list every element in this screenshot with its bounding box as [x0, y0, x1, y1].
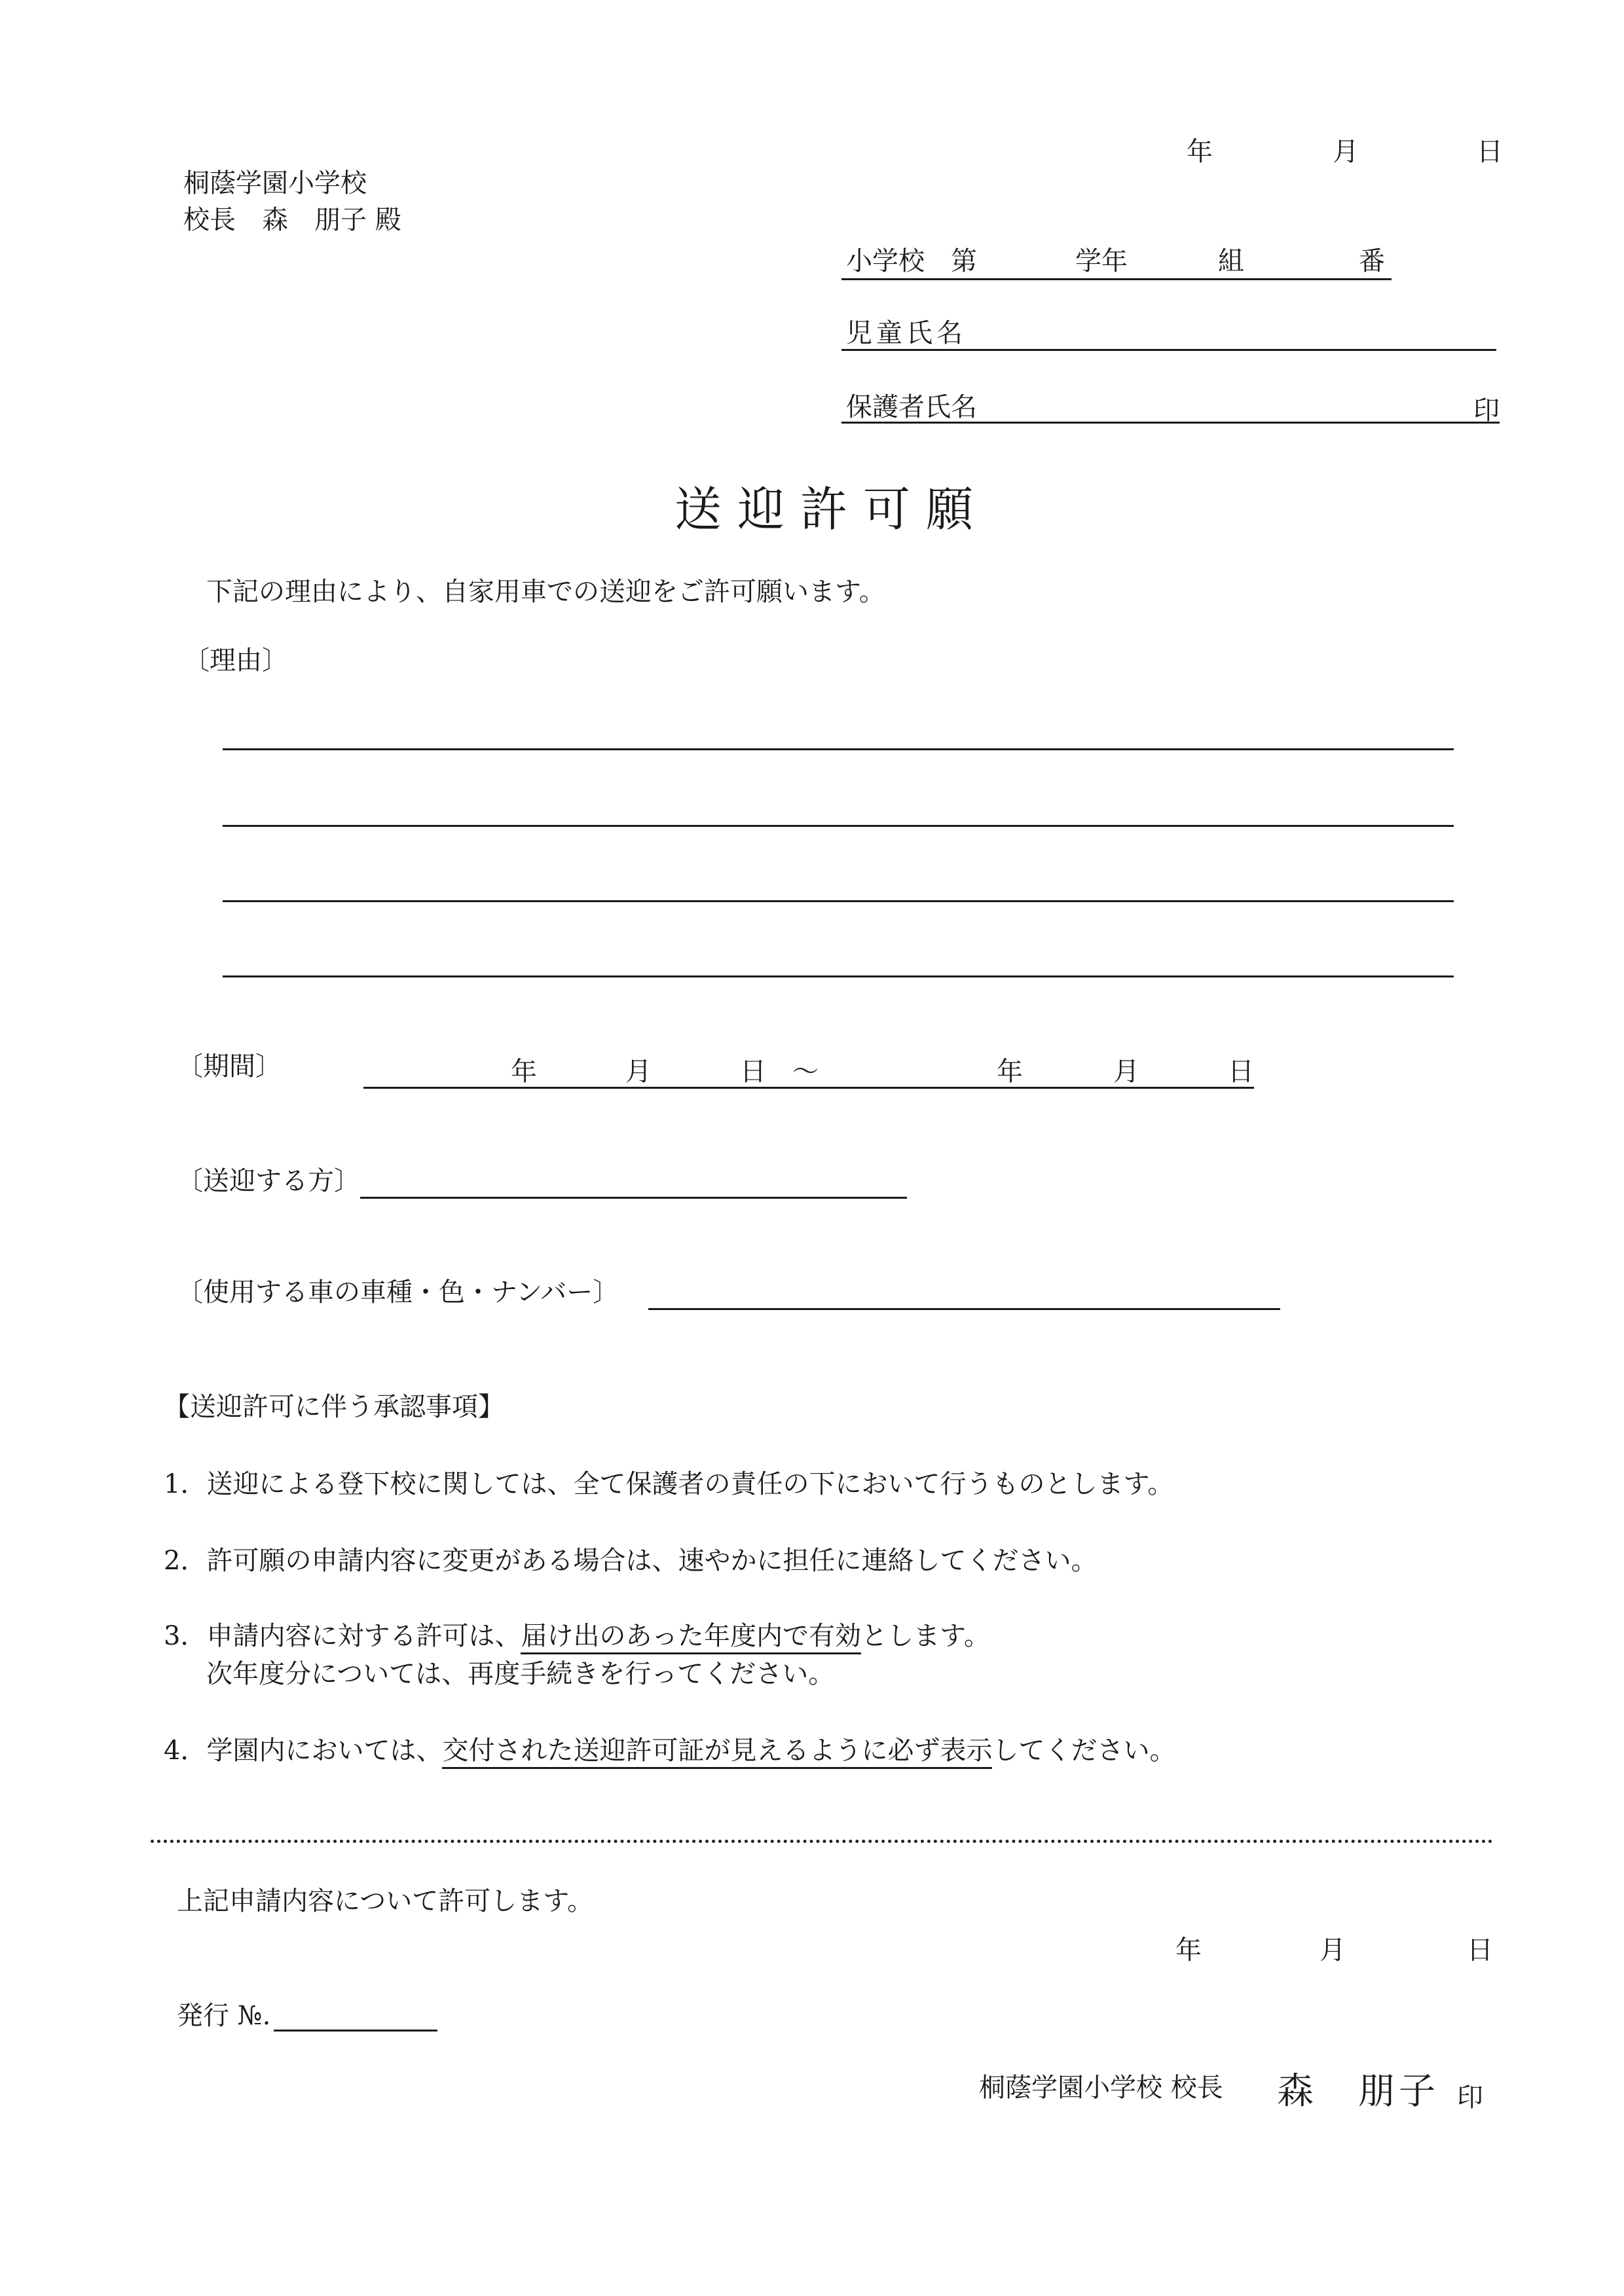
child-name-label: 児童氏名 — [846, 318, 967, 348]
period-end-month: 月 — [1113, 1057, 1139, 1087]
guardian-name-label: 保護者氏名 — [846, 392, 977, 422]
addressee-principal: 校長 森 朋子 殿 — [183, 205, 401, 235]
car-field[interactable] — [648, 1308, 1280, 1310]
issuer-name: 森 朋子 — [1277, 2070, 1439, 2113]
reason-line-4[interactable] — [223, 975, 1454, 977]
date-year-label: 年 — [1187, 137, 1213, 167]
terms-item-4 — [164, 1735, 1175, 1766]
period-end-year: 年 — [997, 1057, 1023, 1087]
car-label: 〔使用する車の車種・色・ナンバー〕 — [177, 1277, 619, 1307]
issuer-seal-mark: 印 — [1457, 2083, 1483, 2113]
guardian-seal-mark: 印 — [1473, 395, 1500, 426]
terms-item-2: 2．許可願の申請内容に変更がある場合は、速やかに担任に連絡してください。 — [164, 1546, 1098, 1576]
class-group-label: 組 — [1218, 246, 1244, 276]
terms-item-1: 1．送迎による登下校に関しては、全て保護者の責任の下において行うものとします。 — [164, 1469, 1174, 1499]
class-grade-label: 学年 — [1075, 246, 1128, 276]
reason-label: 〔理由〕 — [183, 646, 288, 676]
period-label: 〔期間〕 — [177, 1051, 282, 1082]
child-name-field[interactable] — [841, 349, 1496, 351]
period-tilde: 〜 — [792, 1057, 819, 1087]
driver-label: 〔送迎する方〕 — [177, 1166, 360, 1196]
period-field-line[interactable] — [363, 1087, 1254, 1089]
class-number-label: 番 — [1359, 246, 1385, 276]
date-month-label: 月 — [1333, 137, 1359, 167]
issuer-school-principal: 桐蔭学園小学校 校長 — [979, 2073, 1223, 2103]
approval-statement: 上記申請内容について許可します。 — [177, 1886, 593, 1916]
cut-line-divider — [151, 1840, 1493, 1843]
reason-line-2[interactable] — [223, 825, 1454, 827]
terms-heading: 【送迎許可に伴う承認事項】 — [164, 1392, 504, 1422]
guardian-name-field[interactable] — [841, 422, 1500, 424]
approval-date-day: 日 — [1467, 1935, 1493, 1965]
terms-item-4-prefix: 4．学園内においては、 — [164, 1736, 443, 1766]
terms-item-3-prefix: 3．申請内容に対する許可は、 — [164, 1621, 521, 1651]
period-start-day: 日 — [740, 1057, 766, 1087]
reason-line-3[interactable] — [223, 900, 1454, 902]
addressee-school: 桐蔭学園小学校 — [183, 168, 367, 198]
approval-date-month: 月 — [1320, 1935, 1346, 1965]
issue-number-field[interactable] — [274, 2030, 437, 2032]
class-school-label: 小学校 第 — [846, 246, 977, 276]
terms-item-3-line-2: 次年度分については、再度手続きを行ってください。 — [206, 1659, 835, 1689]
period-start-year: 年 — [511, 1057, 537, 1087]
issue-number-label: 発行 №. — [177, 2001, 271, 2031]
document-title: 送迎許可願 — [674, 482, 989, 537]
date-day-label: 日 — [1477, 137, 1503, 167]
approval-date-year: 年 — [1175, 1935, 1202, 1965]
reason-line-1[interactable] — [223, 748, 1454, 750]
terms-item-3-underlined: 届け出のあった年度内で有効 — [521, 1621, 861, 1654]
class-row-line[interactable] — [841, 278, 1392, 280]
period-start-month: 月 — [625, 1057, 652, 1087]
intro-text: 下記の理由により、自家用車での送迎をご許可願います。 — [206, 577, 885, 607]
period-end-day: 日 — [1228, 1057, 1254, 1087]
terms-item-4-underlined: 交付された送迎許可証が見えるように必ず表示 — [442, 1736, 992, 1769]
terms-item-4-suffix: してください。 — [992, 1736, 1176, 1766]
terms-item-3 — [164, 1620, 990, 1652]
terms-item-3-suffix: とします。 — [861, 1621, 990, 1651]
driver-field[interactable] — [360, 1197, 907, 1199]
